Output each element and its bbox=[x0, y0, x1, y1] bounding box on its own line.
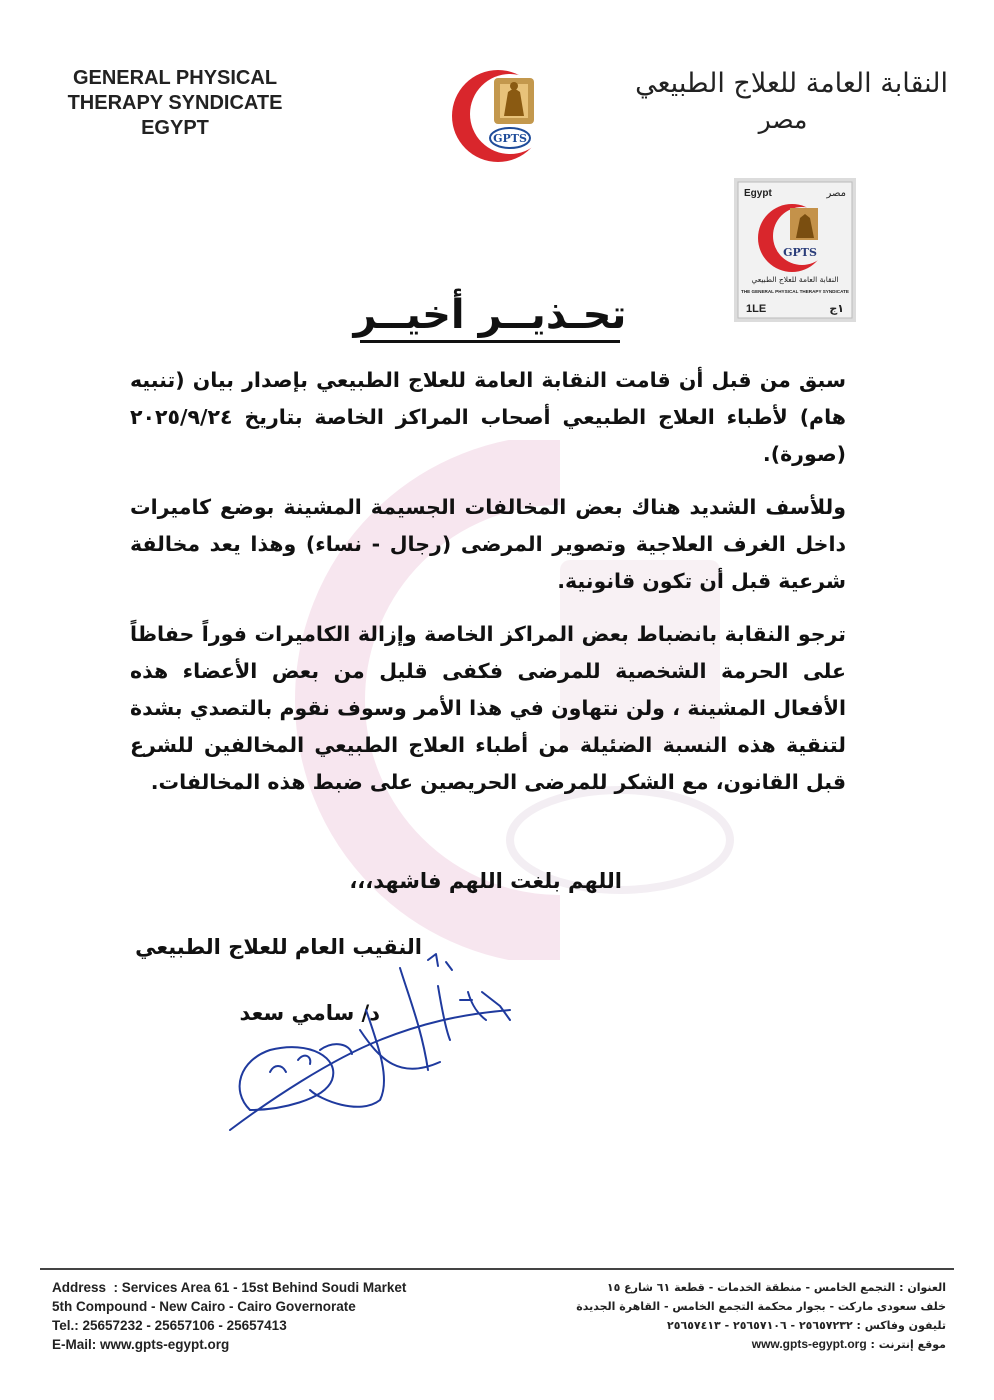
header-arabic-name bbox=[608, 66, 948, 138]
body-paragraph-3: ترجو النقابة بانضباط بعض المراكز الخاصة وإزالة الكاميرات فوراً حفاظاً على الحرمة الشخصية للمرضى فكفى قليل من بعض الأعضاء هذه الأفعال المشينة ، ولن نتهاون في هذا الأمر وسوف نقوم بالتصدي بشدة لتنقية هذه النسبة الضئيلة من أطباء العلاج الطبيعي المخالفين للشرع قبل القانون، مع الشكر للمرضى الحريصين على ضبط هذه المخالفات. bbox=[130, 622, 846, 794]
logo-text: GPTS bbox=[493, 132, 527, 145]
footer-ar-address-1: العنوان : التجمع الخامس - منطقة الخدمات - قطعة ٦١ شارع ١٥ bbox=[606, 1281, 946, 1294]
letter-title: تحـذيــر أخيــر bbox=[353, 292, 627, 338]
signatory-name: د/ سامي سعد bbox=[239, 1001, 380, 1025]
footer-en-address-2: 5th Compound - New Cairo - Cairo Governorate bbox=[52, 1299, 356, 1314]
closing-line: اللهم بلغت اللهم فاشهد،،، bbox=[349, 869, 622, 893]
letter-body bbox=[130, 362, 846, 817]
footer-en-tel-value: 25657232 - 25657106 - 25657413 bbox=[82, 1318, 287, 1333]
footer-arabic bbox=[526, 1278, 946, 1354]
footer-ar-web-value[interactable]: www.gpts-egypt.org bbox=[751, 1337, 867, 1351]
footer-en-address-label: Address bbox=[52, 1280, 107, 1295]
gpts-logo bbox=[452, 66, 552, 166]
footer-en-tel bbox=[52, 1316, 472, 1335]
header-arabic-line: النقابة العامة للعلاج الطبيعي bbox=[635, 68, 948, 99]
signatory-title: النقيب العام للعلاج الطبيعي bbox=[135, 935, 422, 959]
footer-ar-web-label: موقع إنترنت : bbox=[870, 1338, 946, 1351]
header-english-line-3: EGYPT bbox=[141, 117, 209, 139]
footer-ar-web bbox=[526, 1335, 946, 1354]
body-paragraph-1: سبق من قبل أن قامت النقابة العامة للعلاج الطبيعي بإصدار بيان (تنبيه هام) لأطباء العلاج الطبيعي أصحاب المراكز الخاصة بتاريخ ٢٠٢٥/٩/٢٤ (صورة). bbox=[130, 368, 846, 466]
stamp-country-ar: مصر bbox=[826, 188, 846, 199]
stamp-logo-text: GPTS bbox=[783, 246, 817, 259]
body-paragraph-2: وللأسف الشديد هناك بعض المخالفات الجسيمة المشينة بوضع كاميرات داخل الغرف العلاجية وتصوير المرضى (رجال - نساء) وهذا يعد مخالفة شرعية قبل أن تكون قانونية. bbox=[130, 495, 846, 593]
footer-en-email bbox=[52, 1335, 472, 1354]
footer-en-address-1: Address : Services Area 61 - 15st Behind Soudi Market bbox=[52, 1280, 407, 1295]
footer-divider bbox=[40, 1268, 954, 1270]
revenue-stamp bbox=[734, 178, 856, 322]
header-english-name bbox=[40, 66, 310, 141]
footer-en-email-value[interactable]: www.gpts-egypt.org bbox=[100, 1337, 230, 1352]
stamp-value-ar: ١ج bbox=[829, 302, 844, 315]
stamp-value-en: 1LE bbox=[746, 303, 767, 315]
header-english-line-2: THERAPY SYNDICATE bbox=[67, 92, 283, 114]
footer-ar-address-2: خلف سعودى ماركت - بجوار محكمة التجمع الخامس - القاهرة الجديدة bbox=[576, 1300, 946, 1313]
footer-en-email-label: E-Mail: bbox=[52, 1337, 97, 1352]
header-english-line-1: GENERAL PHYSICAL bbox=[72, 67, 278, 89]
stamp-country-en: Egypt bbox=[744, 188, 772, 199]
footer-ar-phone: تليفون وفاكس : ٢٥٦٥٧٢٣٢ - ٢٥٦٥٧١٠٦ - ٢٥٦٥٧٤١٣ bbox=[667, 1319, 946, 1332]
handwritten-signature bbox=[210, 940, 530, 1140]
header-arabic-country: مصر bbox=[758, 105, 808, 134]
footer-en-address-line-1: Services Area 61 - 15st Behind Soudi Market bbox=[121, 1280, 407, 1295]
footer-english bbox=[52, 1278, 472, 1354]
title-underline bbox=[360, 340, 620, 343]
stamp-name-en: THE GENERAL PHYSICAL THERAPY SYNDICATE bbox=[741, 289, 849, 294]
stamp-name-ar: النقابة العامة للعلاج الطبيعي bbox=[751, 275, 839, 284]
footer-en-tel-label: Tel.: bbox=[52, 1318, 79, 1333]
